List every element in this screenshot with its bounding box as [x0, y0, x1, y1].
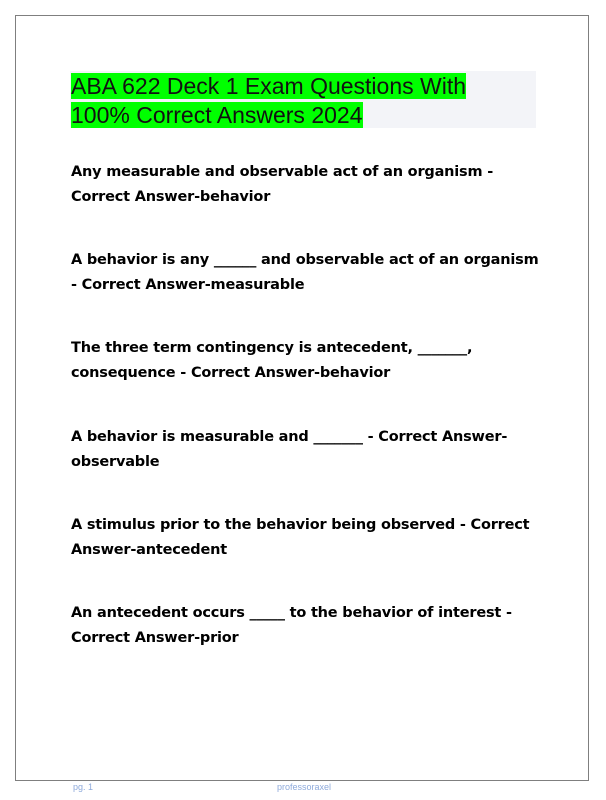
qa-item-6: An antecedent occurs _____ to the behavior of interest - Correct Answer-prior: [71, 605, 512, 646]
footer-page-number: pg. 1: [73, 782, 94, 792]
qa-item-2: A behavior is any ______ and observable act of an organism - Correct Answer-measurable: [71, 252, 539, 293]
footer-author: professoraxel: [277, 782, 332, 792]
document-title: [71, 72, 531, 129]
qa-item-4: A behavior is measurable and _______ - Correct Answer-observable: [71, 429, 508, 470]
qa-item-5: A stimulus prior to the behavior being observed - Correct Answer-antecedent: [71, 517, 530, 558]
qa-item-3: The three term contingency is antecedent, _______, consequence - Correct Answer-behavior: [71, 340, 473, 381]
title-highlight: ABA 622 Deck 1 Exam Questions With 100% Correct Answers 2024: [71, 73, 467, 128]
page-border: [15, 15, 589, 781]
qa-item-1: Any measurable and observable act of an organism - Correct Answer-behavior: [71, 164, 494, 205]
